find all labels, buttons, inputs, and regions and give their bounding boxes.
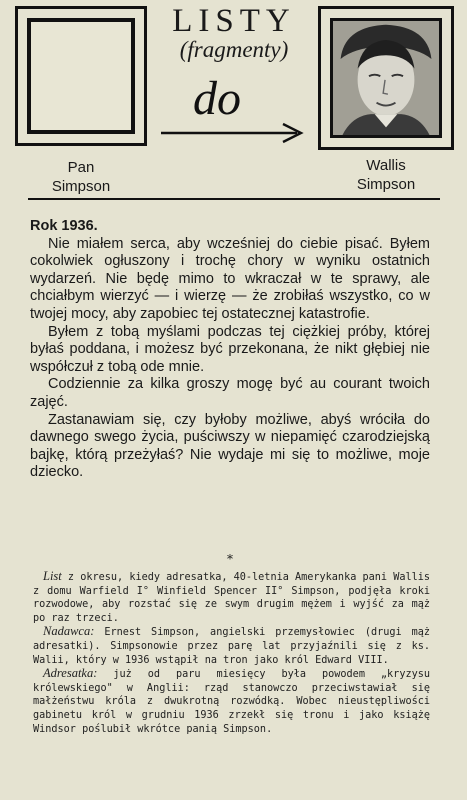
footnote-label: Nadawca: bbox=[43, 624, 95, 639]
letter-paragraph: Zastanawiam się, czy byłoby możliwe, abyś wróciła do dawnego swego życia, puściwszy w niepamięć czarodziejską bajkę, którą przeżyłaś? Nie wydaje mi się to możliwe, moje dziecko. bbox=[30, 411, 430, 481]
footnote-text: Ernest Simpson, angielski przemysłowiec (drugi mąż adresatki). Simpsonowie przez parę lat przyjaźnili się z ks. Walii, który w 1936 wstąpił na tron jako król Edward VIII. bbox=[33, 627, 430, 666]
footnotes bbox=[33, 570, 430, 736]
connector-word: do bbox=[193, 72, 241, 125]
letter-paragraph: Byłem z tobą myślami podczas tej ciężkiej próby, której byłaś poddana, i możesz być przekonana, że nikt głębiej nie współczuł z tobą ode mnie. bbox=[30, 323, 430, 375]
footnote bbox=[33, 570, 430, 625]
portrait-frame bbox=[318, 6, 454, 150]
footnote bbox=[33, 667, 430, 736]
recipient-name-line: Wallis bbox=[366, 157, 406, 174]
arrow-icon bbox=[155, 62, 315, 152]
footnote-text: z okresu, kiedy adresatka, 40-letnia Amerykanka pani Wallis z domu Warfield I° Winfield Spencer II° Simpson, podjęła kroki rozwodowe, aby rozstać się ze swym drugim mężem i wyjść za mąż po raz trzeci. bbox=[33, 572, 430, 624]
article-title: LISTY bbox=[172, 3, 296, 39]
empty-portrait-frame bbox=[15, 6, 147, 146]
letter-year: Rok 1936. bbox=[30, 218, 98, 234]
letter-paragraph: Codziennie za kilka groszy mogę być au courant twoich zajęć. bbox=[30, 376, 430, 410]
footnote-text: już od paru miesięcy była powodem „kryzysu królewskiego" w Anglii: rząd stanowczo przeciwstawiał się małżeństwu króla z dwukrotną rozwódką. Wobec nieustępliwości gabinetu król w grudniu 1936 zrzekł się tronu i jako książę Windsor poślubił wkrótce panią Simpson. bbox=[33, 669, 430, 735]
wallis-simpson-photo bbox=[330, 18, 442, 138]
recipient-name bbox=[318, 156, 454, 194]
letter-paragraph: Nie miałem serca, aby wcześniej do ciebie pisać. Byłem cokolwiek ogłuszony i trochę chory w wyniku ostatnich wydarzeń. Nie będę mimo to wkraczał w te sprawy, ale chciałbym wierzyć — i wierzę — że zrobiłaś wszystko, co w twojej mocy, aby zapobiec tej ostatecznej katastrofie. bbox=[30, 235, 430, 322]
footnote-label: Adresatka: bbox=[43, 666, 98, 681]
article-subtitle: (fragmenty) bbox=[179, 37, 289, 62]
letter-body bbox=[30, 218, 430, 482]
separator-star: * bbox=[227, 552, 233, 566]
sender-name-line: Simpson bbox=[51, 178, 111, 195]
divider bbox=[28, 198, 440, 200]
recipient-name-line: Simpson bbox=[356, 176, 416, 193]
empty-portrait bbox=[27, 18, 135, 134]
sender-name-line: Pan bbox=[67, 159, 95, 176]
sender-name bbox=[15, 158, 147, 196]
footnote bbox=[33, 625, 430, 667]
footnote-label: List bbox=[43, 569, 62, 583]
